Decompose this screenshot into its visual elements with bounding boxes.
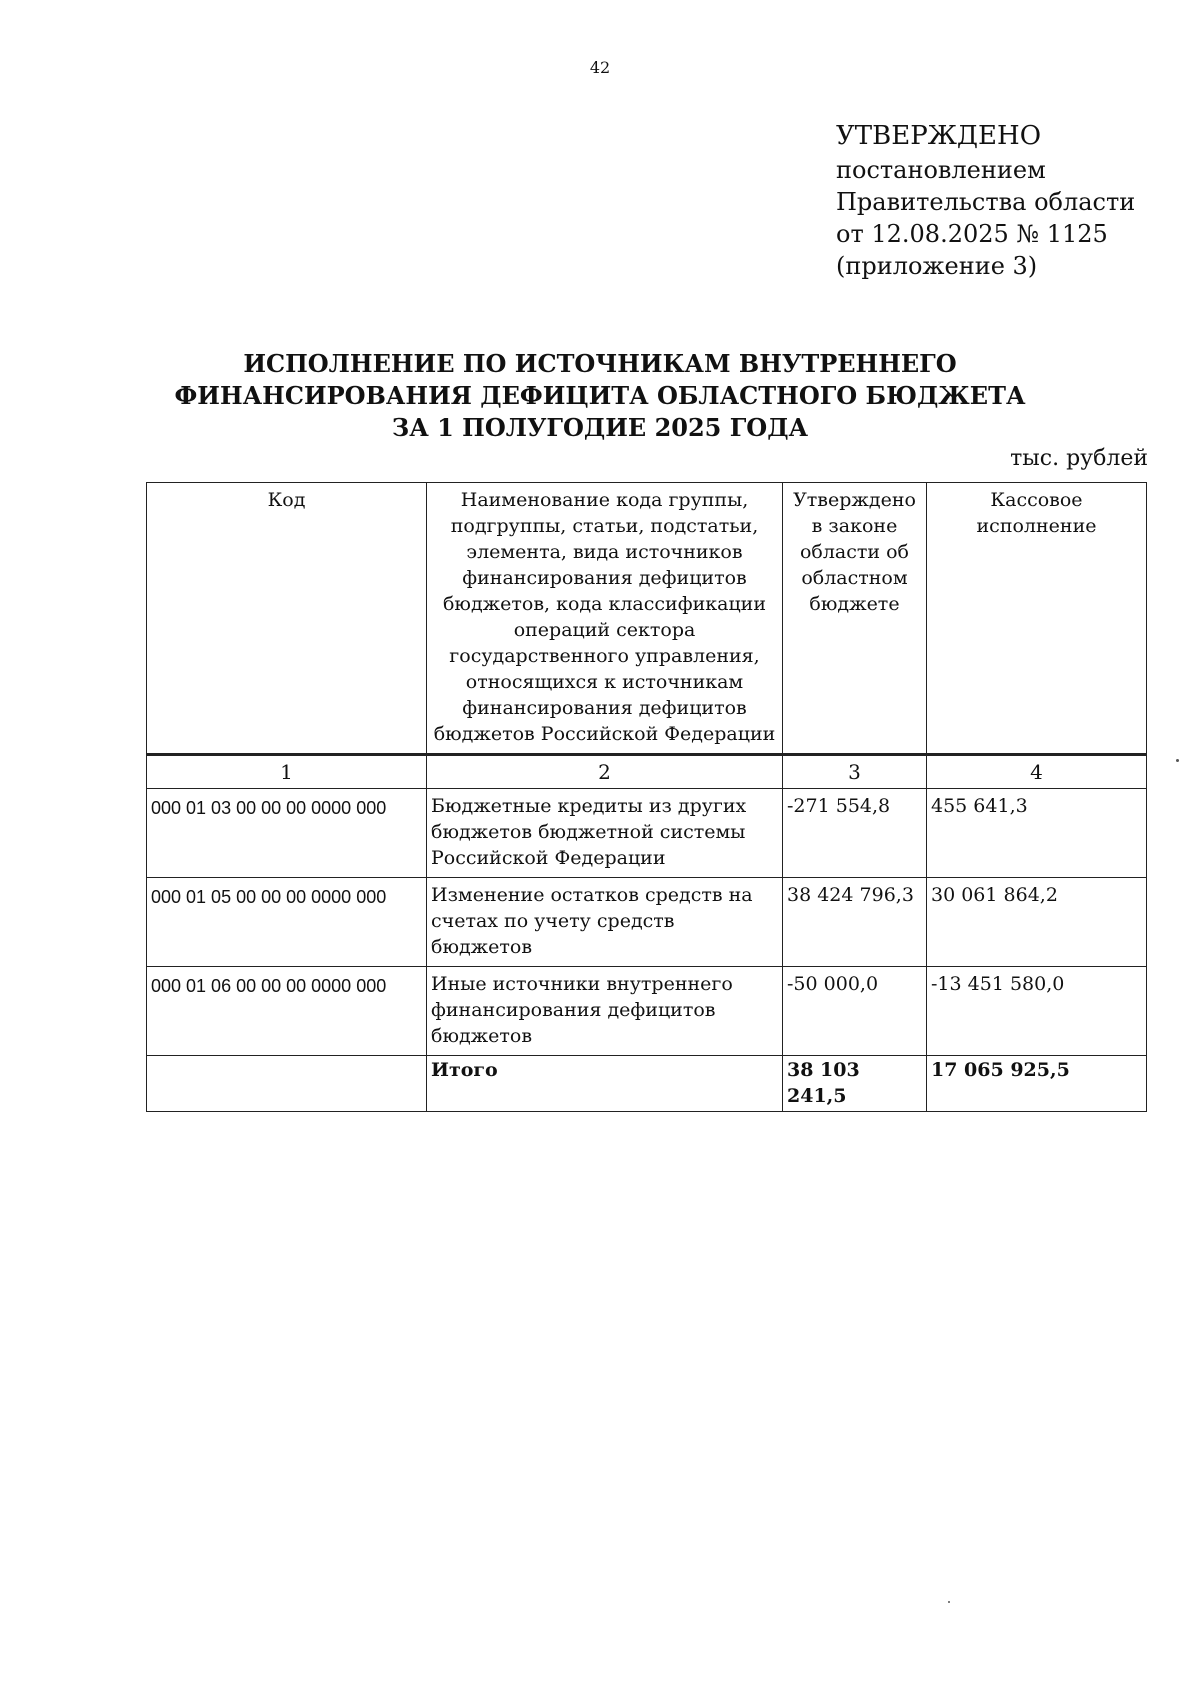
approval-line-resolution: постановлением (836, 156, 1046, 184)
row-approved: -50 000,0 (783, 967, 927, 1056)
table-row (147, 878, 1147, 967)
table-header-row (147, 483, 1147, 755)
header-executed: Кассовое исполнение (927, 483, 1147, 755)
financing-sources-table (146, 482, 1147, 1112)
row-name: Изменение остатков средств на счетах по учету средств бюджетов (427, 878, 783, 967)
column-number-row (147, 755, 1147, 789)
approval-line-government: Правительства области (836, 188, 1136, 216)
page-number: 42 (589, 58, 611, 77)
approval-heading: УТВЕРЖДЕНО (836, 121, 1042, 151)
title-line-2: ФИНАНСИРОВАНИЯ ДЕФИЦИТА ОБЛАСТНОГО БЮДЖЕТА (174, 381, 1026, 410)
approval-line-appendix: (приложение 3) (836, 252, 1038, 280)
row-approved: -271 554,8 (783, 789, 927, 878)
row-executed: 455 641,3 (927, 789, 1147, 878)
approval-line-date-number: от 12.08.2025 № 1125 (836, 220, 1108, 248)
header-code: Код (147, 483, 427, 755)
row-name: Бюджетные кредиты из других бюджетов бюджетной системы Российской Федерации (427, 789, 783, 878)
column-number: 2 (427, 755, 783, 789)
table-row (147, 789, 1147, 878)
approval-stamp (836, 118, 1176, 282)
scan-speck (948, 1601, 950, 1603)
row-approved: 38 424 796,3 (783, 878, 927, 967)
title-line-3: ЗА 1 ПОЛУГОДИЕ 2025 ГОДА (391, 413, 809, 442)
total-code-empty (147, 1056, 427, 1112)
units-label: тыс. рублей (1010, 446, 1148, 471)
column-number: 4 (927, 755, 1147, 789)
scan-speck (1176, 759, 1179, 762)
column-number: 3 (783, 755, 927, 789)
row-code: 000 01 05 00 00 00 0000 000 (147, 878, 427, 967)
total-row (147, 1056, 1147, 1112)
document-title (100, 348, 1100, 444)
row-executed: 30 061 864,2 (927, 878, 1147, 967)
table-row (147, 967, 1147, 1056)
header-name: Наименование кода группы, подгруппы, статьи, подстатьи, элемента, вида источников финансирования дефицитов бюджетов, кода классификации операций сектора государственного управления, относящихся к источникам финансирования дефицитов бюджетов Российской Федерации (427, 483, 783, 755)
total-label: Итого (427, 1056, 783, 1112)
column-number: 1 (147, 755, 427, 789)
total-executed: 17 065 925,5 (927, 1056, 1147, 1112)
title-line-1: ИСПОЛНЕНИЕ ПО ИСТОЧНИКАМ ВНУТРЕННЕГО (243, 349, 957, 378)
total-approved: 38 103 241,5 (783, 1056, 927, 1112)
row-executed: -13 451 580,0 (927, 967, 1147, 1056)
row-code: 000 01 03 00 00 00 0000 000 (147, 789, 427, 878)
header-approved: Утверждено в законе области об областном бюджете (783, 483, 927, 755)
row-code: 000 01 06 00 00 00 0000 000 (147, 967, 427, 1056)
row-name: Иные источники внутреннего финансирования дефицитов бюджетов (427, 967, 783, 1056)
